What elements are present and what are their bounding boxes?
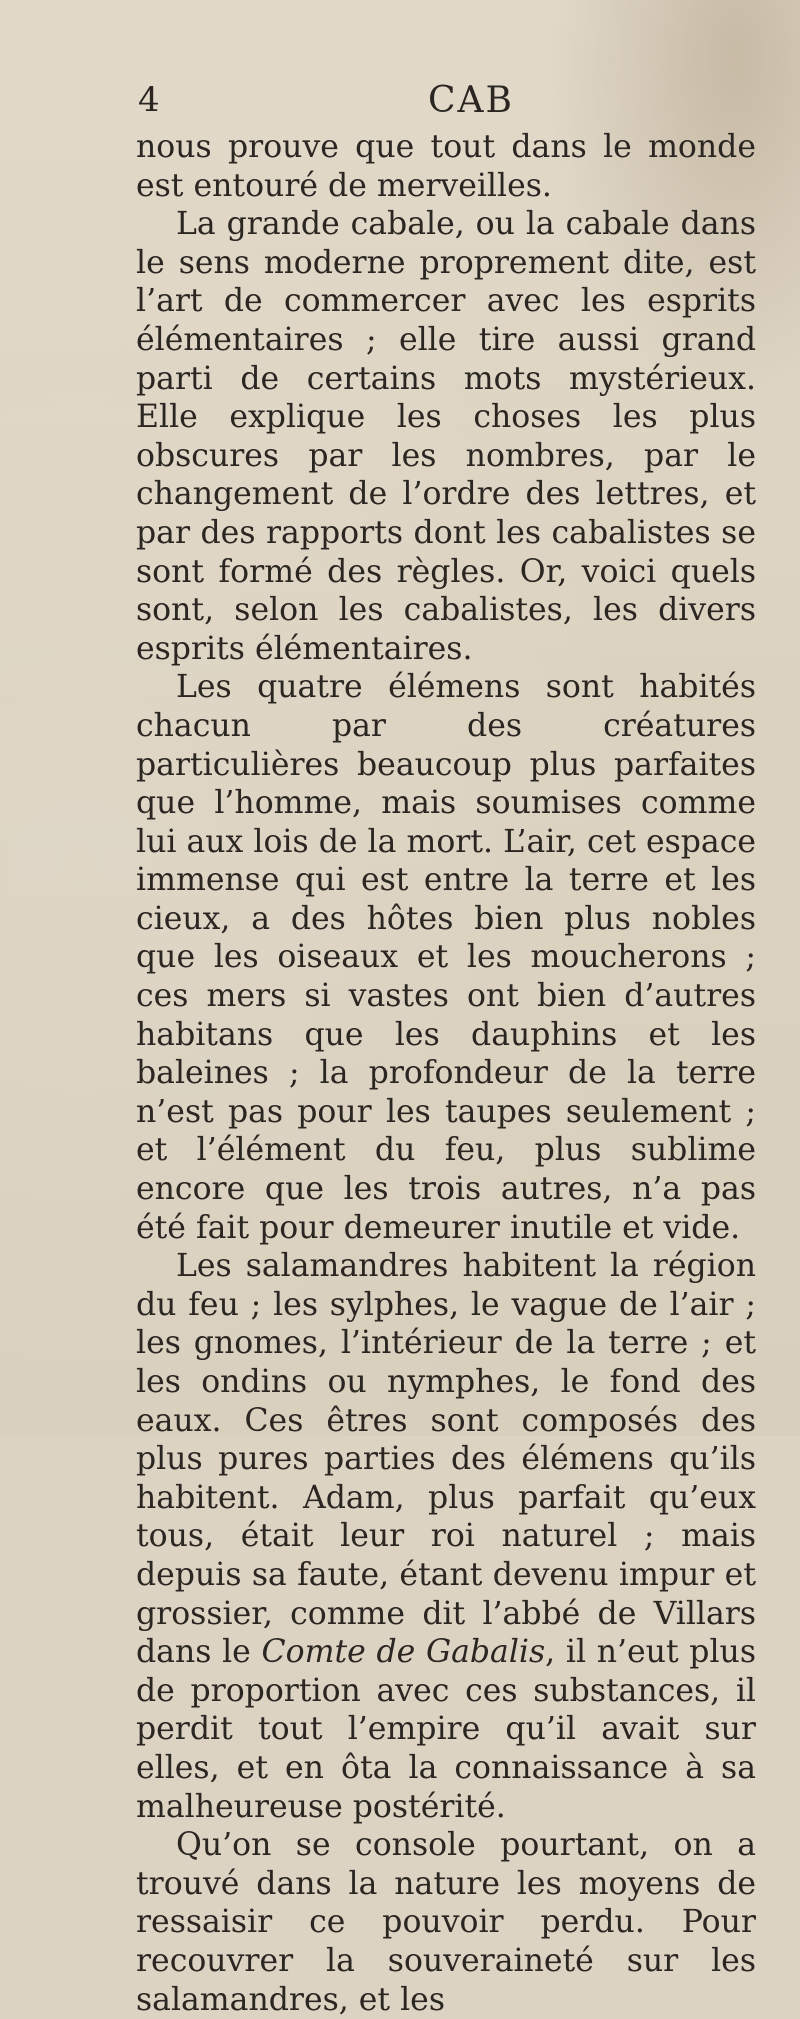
paragraph-console: Qu’on se console pourtant, on a trouvé dans la nature les moyens de ressaisir ce pouvoir perdu. Pour recouvrer la souveraineté sur les salamandres, et les (136, 1827, 756, 2018)
body-text (136, 128, 756, 2019)
paragraph-continuation: nous prouve que tout dans le monde est entouré de merveilles. (136, 129, 756, 204)
paragraph-quatre-elemens: Les quatre élémens sont habités chacun par des créatures particulières beaucoup plus parfaites que l’homme, mais soumises comme lui aux lois de la mort. L’air, cet espace immense qui est entre la terre et les cieux, a des hôtes bien plus nobles que les oiseaux et les moucherons ; ces mers si vastes ont bien d’autres habitans que les dauphins et les baleines ; la profondeur de la terre n’est pas pour les taupes seulement ; et l’élément du feu, plus sublime encore que les trois autres, n’a pas été fait pour demeurer inutile et vide. (136, 669, 756, 1246)
book-title-italic: Comte de Gabalis (261, 1634, 546, 1671)
paragraph-salamandres (136, 1247, 756, 1826)
paragraph-text-after: , il n’eut plus de proportion avec ces substances, il perdit tout l’empire qu’il avait sur elles, et en ôta la connaissance à sa malheureuse postérité. (136, 1634, 756, 1825)
page-number: 4 (138, 80, 160, 120)
page-header (138, 80, 752, 124)
paragraph-grande-cabale: La grande cabale, ou la cabale dans le sens moderne proprement dite, est l’art de commercer avec les esprits élémentaires ; elle tire aussi grand parti de certains mots mystérieux. Elle explique les choses les plus obscures par les nombres, par le changement de l’ordre des lettres, et par des rapports dont les cabalistes se sont formé des règles. Or, voici quels sont, selon les cabalistes, les divers esprits élémentaires. (136, 206, 756, 667)
running-title: CAB (428, 80, 514, 121)
paragraph-text-before: Les salamandres habitent la région du feu ; les sylphes, le vague de l’air ; les gnomes, l’intérieur de la terre ; et les ondins ou nymphes, le fond des eaux. Ces êtres sont composés des plus pures parties des élémens qu’ils habitent. Adam, plus parfait qu’eux tous, était leur roi naturel ; mais depuis sa faute, étant devenu impur et grossier, comme dit l’abbé de Villars dans le (136, 1248, 756, 1671)
